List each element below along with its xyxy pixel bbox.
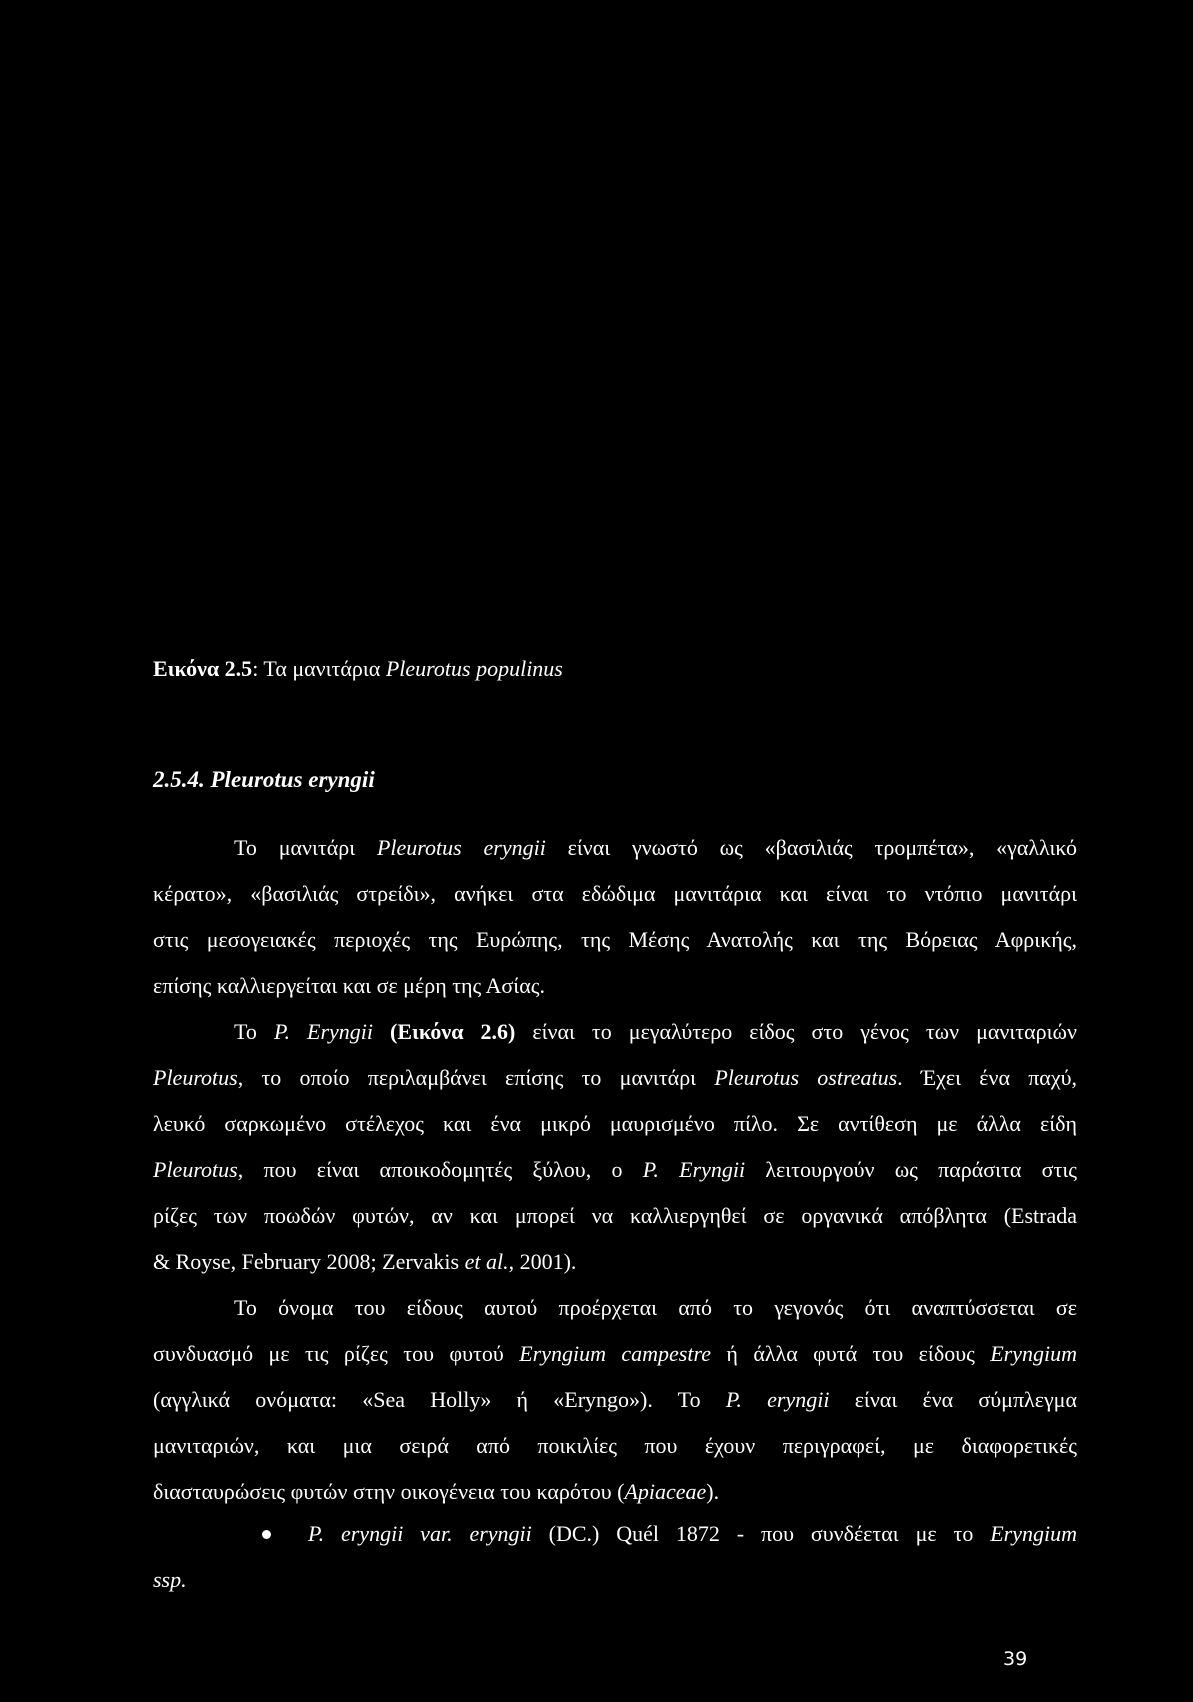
p1-species: Pleurotus eryngii [376, 835, 546, 860]
bullet-continuation: ssp. [153, 1567, 187, 1592]
paragraph2-line2 [153, 1064, 1077, 1092]
p2-text: είναι το μεγαλύτερο είδος στο γένος των μανιταριών [515, 1019, 1077, 1044]
p2-genus: Pleurotus [153, 1157, 238, 1182]
page-number: 39 [1003, 1648, 1028, 1670]
paragraph3-line3 [153, 1386, 1077, 1414]
bullet-genus: Eryngium [990, 1521, 1077, 1546]
caption-text: : Τα μανιτάρια [252, 656, 386, 681]
p2-species: Pleurotus ostreatus [714, 1065, 898, 1090]
p2-species: P. Eryngii [273, 1019, 374, 1044]
paragraph1-line2: κέρατο», «βασιλιάς στρείδι», ανήκει στα εδώδιμα μανιτάρια και είναι το ντόπιο μανιτάρι [153, 881, 1077, 906]
bullet-item [308, 1520, 1077, 1548]
paragraph1-line4: επίσης καλλιεργείται και σε μέρη της Ασίας. [153, 973, 545, 998]
p2-figure-ref: (Εικόνα 2.6) [373, 1019, 516, 1044]
caption-species: Pleurotus populinus [385, 656, 563, 681]
caption-label: Εικόνα 2.5 [153, 656, 253, 681]
paragraph2-line4 [153, 1156, 1077, 1184]
paragraph1-line1 [234, 834, 1077, 862]
p1-text: Το μανιτάρι [234, 835, 377, 860]
paragraph2-line1 [234, 1018, 1077, 1046]
p3-species: P. eryngii [725, 1387, 830, 1412]
paragraph2-line6 [153, 1248, 576, 1276]
paragraph1-line3: στις μεσογειακές περιοχές της Ευρώπης, της Μέσης Ανατολής και της Βόρειας Αφρικής, [153, 927, 1077, 952]
p2-species: P. Eryngii [642, 1157, 746, 1182]
p3-text: (αγγλικά ονόματα: «Sea Holly» ή «Eryngo»). Το [153, 1387, 726, 1412]
bullet-variety: P. eryngii var. eryngii [308, 1521, 532, 1546]
paragraph3-line1: Το όνομα του είδους αυτού προέρχεται από το γεγονός ότι αναπτύσσεται σε [234, 1295, 1077, 1320]
p2-text: . Έχει ένα παχύ, [897, 1065, 1077, 1090]
p2-text: , το οποίο περιλαμβάνει επίσης το μανιτάρι [237, 1065, 715, 1090]
p2-text: , που είναι αποικοδομητές ξύλου, ο [237, 1157, 643, 1182]
p1-text: είναι γνωστό ως «βασιλιάς τρομπέτα», «γαλλικό [545, 835, 1077, 860]
bullet-icon [262, 1530, 271, 1539]
p2-text: & Royse, February 2008; Zervakis [153, 1249, 465, 1274]
p3-family: Apiaceae [624, 1479, 707, 1504]
paragraph3-line4: μανιταριών, και μια σειρά από ποικιλίες που έχουν περιγραφεί, με διαφορετικές [153, 1433, 1077, 1458]
p2-genus: Pleurotus [153, 1065, 238, 1090]
p2-text: λειτουργούν ως παράσιτα στις [745, 1157, 1078, 1182]
p2-text: , 2001). [508, 1249, 577, 1274]
paragraph2-line3: λευκό σαρκωμένο στέλεχος και ένα μικρό μαυρισμένο πίλο. Σε αντίθεση με άλλα είδη [153, 1111, 1077, 1136]
bullet-text: (DC.) Quél 1872 - που συνδέεται με το [531, 1521, 991, 1546]
p3-text: ). [706, 1479, 720, 1504]
figure-caption [153, 655, 563, 683]
p2-et-al: et al. [464, 1249, 509, 1274]
paragraph3-line5 [153, 1478, 719, 1506]
p3-text: συνδυασμό με τις ρίζες του φυτού [153, 1341, 520, 1366]
p3-species: Eryngium campestre [519, 1341, 711, 1366]
p3-text: διασταυρώσεις φυτών στην οικογένεια του καρότου ( [153, 1479, 625, 1504]
section-heading: 2.5.4. Pleurotus eryngii [153, 767, 375, 792]
p3-genus: Eryngium [990, 1341, 1077, 1366]
p3-text: είναι ένα σύμπλεγμα [829, 1387, 1077, 1412]
paragraph2-line5: ρίζες των ποωδών φυτών, αν και μπορεί να καλλιεργηθεί σε οργανικά απόβλητα (Estrada [153, 1203, 1077, 1228]
p2-text: Το [234, 1019, 274, 1044]
p3-text: ή άλλα φυτά του είδους [710, 1341, 991, 1366]
paragraph3-line2 [153, 1340, 1077, 1368]
